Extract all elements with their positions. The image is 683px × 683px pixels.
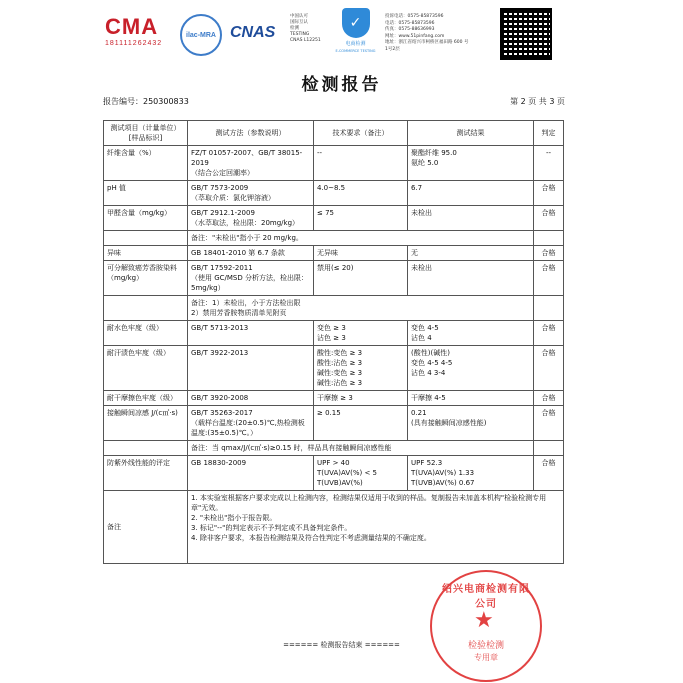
verdict: -- [534, 146, 564, 181]
contact-line: 传真：0575-88636993 [385, 27, 435, 32]
test-result: 无 [408, 246, 534, 261]
test-item: 耐水色牢度（级） [104, 321, 188, 346]
verdict: 合格 [534, 206, 564, 231]
method-standard: FZ/T 01057-2007、GB/T 38015-2019 [191, 149, 303, 167]
test-item: 耐干摩擦色牢度（级） [104, 391, 188, 406]
table-note-row [104, 441, 564, 456]
empty-cell [534, 296, 564, 321]
test-result: 6.7 [408, 181, 534, 206]
method-standard: GB/T 3920-2008 [191, 394, 249, 402]
requirement: ≤ 75 [314, 206, 408, 231]
table-note-row [104, 231, 564, 246]
ecommerce-testing-logo [333, 8, 378, 53]
verdict: 合格 [534, 246, 564, 261]
verdict: 合格 [534, 456, 564, 491]
method-standard: GB 18830-2009 [191, 459, 247, 467]
remark-item: 1. 本实验室根据客户要求完成以上检测内容，检测结果仅适用于收到的样品。复制报告未加盖本机构"检验检测专用章"无效。 [191, 494, 547, 512]
seal-ring-text: 绍兴电商检测有限公司 [442, 584, 530, 610]
test-result: 变色 4-5 沾色 4 [408, 321, 534, 346]
table-row [104, 246, 564, 261]
verdict: 合格 [534, 181, 564, 206]
table-row [104, 146, 564, 181]
row-note: 备注：当 qmax/J/(c㎡·s)≥0.15 时，样品具有接触瞬间凉感性能 [188, 441, 534, 456]
table-row [104, 406, 564, 441]
column-header: 测试方法（参数说明） [188, 121, 314, 146]
method-standard: GB 18401-2010 第 6.7 条款 [191, 249, 285, 257]
table-header-row [104, 121, 564, 146]
report-end-line: ====== 检测报告结束 ====== [283, 641, 400, 649]
requirement: 4.0~8.5 [314, 181, 408, 206]
empty-cell [104, 296, 188, 321]
table-row [104, 206, 564, 231]
remarks-label: 备注 [104, 491, 188, 564]
ecom-sub-label: E-COMMERCE TESTING [335, 49, 376, 53]
remark-item: 4. 除非客户要求，本报告检测结果及符合性判定不考虑测量结果的不确定度。 [191, 534, 431, 542]
column-header: 测试项目（计量单位）[样品标识] [104, 121, 188, 146]
table-row [104, 261, 564, 296]
method-standard: GB/T 17592-2011 [191, 264, 253, 272]
requirement: 变色 ≥ 3 沾色 ≥ 3 [314, 321, 408, 346]
test-method [188, 391, 314, 406]
table-row [104, 181, 564, 206]
verdict: 合格 [534, 321, 564, 346]
test-result: 未检出 [408, 261, 534, 296]
remarks-content [188, 491, 564, 564]
seal-bottom-text: 专用章 [474, 653, 498, 662]
table-row [104, 321, 564, 346]
empty-cell [534, 231, 564, 246]
test-item: 耐汗渍色牢度（级） [104, 346, 188, 391]
method-standard: GB/T 3922-2013 [191, 349, 249, 357]
test-method [188, 146, 314, 181]
test-item: 防紫外线性能的评定 [104, 456, 188, 491]
test-item: pH 值 [104, 181, 188, 206]
requirement: ≥ 0.15 [314, 406, 408, 441]
verdict: 合格 [534, 261, 564, 296]
contact-line: 投诉电话：0575-85873596 [385, 14, 444, 19]
remark-item: 2. "未检出"指小于报告限。 [191, 514, 277, 522]
method-note: （结合公定回潮率） [191, 169, 254, 177]
test-item: 可分解致癌芳香胺染料（mg/kg） [104, 261, 188, 296]
row-note: 备注：1）未检出，小于方法检出限 2）禁用芳香胺物质清单见附页 [188, 296, 534, 321]
test-method [188, 206, 314, 231]
cma-number: 181111262432 [105, 40, 163, 47]
test-method [188, 406, 314, 441]
row-note: 备注："未检出"指小于 20 mg/kg。 [188, 231, 534, 246]
cma-logo [105, 14, 175, 54]
method-note: （水萃取法，检出限：20mg/kg） [191, 219, 300, 227]
page-title: 检测报告 [301, 75, 382, 95]
test-method [188, 261, 314, 296]
test-result: 聚酯纤维 95.0 氨纶 5.0 [408, 146, 534, 181]
test-item: 纤维含量（%） [104, 146, 188, 181]
contact-line: 电话：0575-85873596 [385, 20, 435, 26]
cnas-info-line: 检测 [290, 26, 299, 31]
test-result: (酸性)(碱性) 变色 4-5 4-5 沾色 4 3-4 [408, 346, 534, 391]
table-row [104, 391, 564, 406]
method-note: （使用 GC/MSD 分析方法，检出限：5mg/kg） [191, 274, 308, 292]
cnas-logo-text: CNAS [230, 24, 276, 41]
ilac-logo-text: ilac-MRA [180, 14, 222, 56]
empty-cell [104, 441, 188, 456]
empty-cell [534, 441, 564, 456]
cnas-info [290, 14, 330, 44]
cnas-info-line: 中国认可 [290, 14, 308, 19]
requirement: 酸性:变色 ≥ 3 酸性:沾色 ≥ 3 碱性:变色 ≥ 3 碱性:沾色 ≥ 3 [314, 346, 408, 391]
test-result: 0.21 (具有接触瞬间凉感性能) [408, 406, 534, 441]
ilac-logo [180, 14, 224, 54]
remarks-row [104, 491, 564, 564]
method-standard: GB/T 35263-2017 [191, 409, 253, 417]
cnas-logo [230, 14, 286, 54]
verdict: 合格 [534, 406, 564, 441]
method-standard: GB/T 5713-2013 [191, 324, 249, 332]
page-info: 第 2 页 共 3 页 [510, 97, 565, 106]
test-result: 干摩擦 4-5 [408, 391, 534, 406]
qr-code-icon [500, 8, 552, 60]
test-result: 未检出 [408, 206, 534, 231]
results-table [103, 120, 564, 564]
official-seal [430, 570, 542, 682]
cnas-info-line: 国际互认 [290, 20, 308, 25]
table-row [104, 346, 564, 391]
shield-check-icon: ✓ [342, 8, 370, 38]
cnas-info-line: TESTING [290, 32, 310, 37]
test-method [188, 321, 314, 346]
method-note: （萃取介质：氯化钾溶液） [191, 194, 275, 202]
verdict: 合格 [534, 391, 564, 406]
column-header: 测试结果 [408, 121, 534, 146]
test-method [188, 456, 314, 491]
contact-line: 1号2层 [385, 46, 400, 52]
empty-cell [104, 231, 188, 246]
cma-logo-text: CMA [105, 14, 159, 39]
requirement: 干摩擦 ≥ 3 [314, 391, 408, 406]
test-result: UPF 52.3 T(UVA)AV(%) 1.33 T(UVB)AV(%) 0.67 [408, 456, 534, 491]
report-number: 报告编号：250300833 [103, 97, 189, 106]
test-item: 甲醛含量（mg/kg） [104, 206, 188, 231]
contact-info [385, 14, 495, 53]
requirement: 无异味 [314, 246, 408, 261]
method-standard: GB/T 2912.1-2009 [191, 209, 255, 217]
column-header: 技术要求（备注） [314, 121, 408, 146]
test-item: 接触瞬间凉感 J/(c㎡·s) [104, 406, 188, 441]
column-header: 判定 [534, 121, 564, 146]
test-method [188, 246, 314, 261]
requirement: 禁用(≤ 20) [314, 261, 408, 296]
requirement: -- [314, 146, 408, 181]
test-item: 异味 [104, 246, 188, 261]
table-note-row [104, 296, 564, 321]
test-method [188, 346, 314, 391]
seal-center-text: 检验检测 [467, 641, 504, 651]
star-icon: ★ [474, 608, 494, 633]
contact-line: 地址：浙江省绍兴市柯桥区福田路 600 号 [385, 40, 469, 45]
table-row [104, 456, 564, 491]
contact-line: 网址：www.51pinfang.com [385, 33, 445, 39]
requirement: UPF > 40 T(UVA)AV(%) < 5 T(UVB)AV(%) [314, 456, 408, 491]
cnas-info-line: CNAS L12251 [290, 38, 321, 43]
remark-item: 3. 标记"--"的判定表示不予判定或不具备判定条件。 [191, 524, 352, 532]
method-standard: GB/T 7573-2009 [191, 184, 249, 192]
verdict: 合格 [534, 346, 564, 391]
test-method [188, 181, 314, 206]
ecom-label: 电商检测 [345, 41, 366, 47]
method-note: （载样台温度:(20±0.5)℃,热检测板温度:(35±0.5)℃。） [191, 419, 305, 437]
